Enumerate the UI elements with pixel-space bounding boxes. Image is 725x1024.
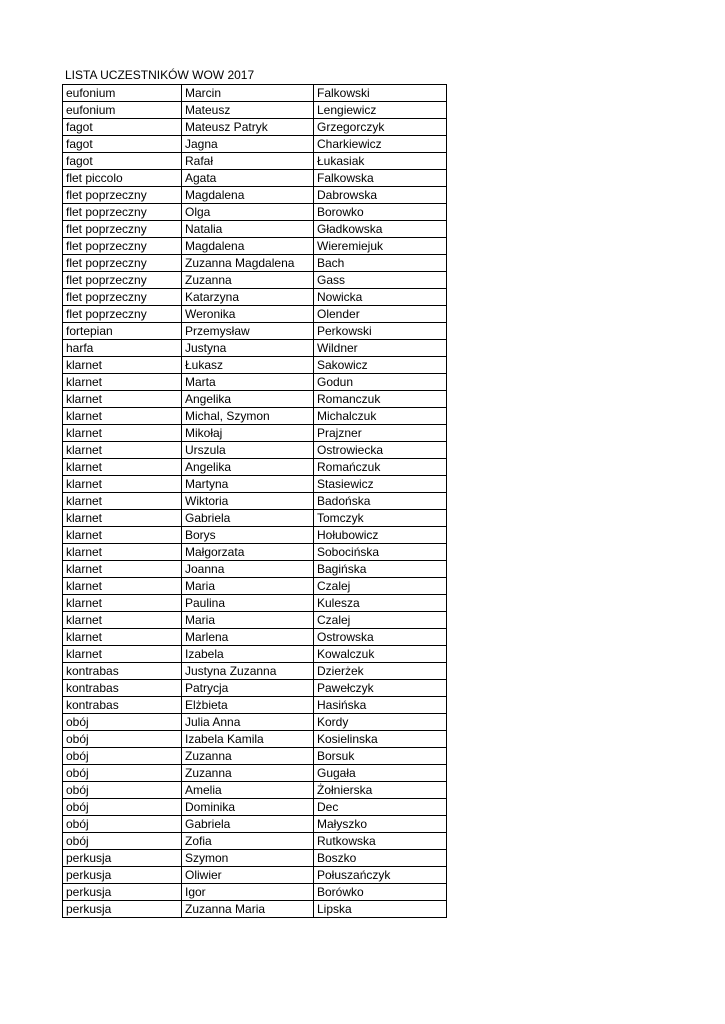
first-name-cell: Borys — [182, 527, 314, 544]
table-row — [63, 544, 447, 561]
instrument-cell: fagot — [63, 153, 182, 170]
table-row — [63, 884, 447, 901]
first-name-cell: Weronika — [182, 306, 314, 323]
instrument-cell: kontrabas — [63, 663, 182, 680]
last-name-cell: Gładkowska — [314, 221, 447, 238]
instrument-cell: obój — [63, 782, 182, 799]
table-row — [63, 629, 447, 646]
instrument-cell: obój — [63, 816, 182, 833]
first-name-cell: Marlena — [182, 629, 314, 646]
first-name-cell: Gabriela — [182, 816, 314, 833]
last-name-cell: Dabrowska — [314, 187, 447, 204]
table-row — [63, 255, 447, 272]
first-name-cell: Zofia — [182, 833, 314, 850]
first-name-cell: Julia Anna — [182, 714, 314, 731]
first-name-cell: Maria — [182, 612, 314, 629]
first-name-cell: Olga — [182, 204, 314, 221]
table-row — [63, 238, 447, 255]
table-row — [63, 187, 447, 204]
table-row — [63, 289, 447, 306]
table-row — [63, 714, 447, 731]
last-name-cell: Kosielinska — [314, 731, 447, 748]
instrument-cell: obój — [63, 748, 182, 765]
last-name-cell: Prajzner — [314, 425, 447, 442]
table-row — [63, 306, 447, 323]
last-name-cell: Wildner — [314, 340, 447, 357]
first-name-cell: Marcin — [182, 85, 314, 102]
first-name-cell: Zuzanna — [182, 748, 314, 765]
table-row — [63, 119, 447, 136]
first-name-cell: Urszula — [182, 442, 314, 459]
last-name-cell: Połuszańczyk — [314, 867, 447, 884]
last-name-cell: Gass — [314, 272, 447, 289]
instrument-cell: klarnet — [63, 493, 182, 510]
first-name-cell: Mateusz Patryk — [182, 119, 314, 136]
instrument-cell: fagot — [63, 119, 182, 136]
last-name-cell: Ostrowska — [314, 629, 447, 646]
instrument-cell: flet poprzeczny — [63, 204, 182, 221]
last-name-cell: Łukasiak — [314, 153, 447, 170]
last-name-cell: Gugała — [314, 765, 447, 782]
first-name-cell: Jagna — [182, 136, 314, 153]
last-name-cell: Falkowska — [314, 170, 447, 187]
last-name-cell: Żołnierska — [314, 782, 447, 799]
instrument-cell: klarnet — [63, 527, 182, 544]
table-row — [63, 697, 447, 714]
table-row — [63, 731, 447, 748]
table-row — [63, 527, 447, 544]
instrument-cell: harfa — [63, 340, 182, 357]
table-row — [63, 442, 447, 459]
last-name-cell: Czalej — [314, 578, 447, 595]
table-row — [63, 782, 447, 799]
last-name-cell: Wieremiejuk — [314, 238, 447, 255]
instrument-cell: klarnet — [63, 510, 182, 527]
last-name-cell: Michalczuk — [314, 408, 447, 425]
instrument-cell: klarnet — [63, 612, 182, 629]
instrument-cell: flet piccolo — [63, 170, 182, 187]
last-name-cell: Kowalczuk — [314, 646, 447, 663]
first-name-cell: Joanna — [182, 561, 314, 578]
last-name-cell: Sobocińska — [314, 544, 447, 561]
last-name-cell: Stasiewicz — [314, 476, 447, 493]
first-name-cell: Magdalena — [182, 238, 314, 255]
last-name-cell: Tomczyk — [314, 510, 447, 527]
first-name-cell: Natalia — [182, 221, 314, 238]
instrument-cell: klarnet — [63, 357, 182, 374]
last-name-cell: Małyszko — [314, 816, 447, 833]
table-row — [63, 85, 447, 102]
last-name-cell: Perkowski — [314, 323, 447, 340]
instrument-cell: klarnet — [63, 442, 182, 459]
first-name-cell: Zuzanna — [182, 765, 314, 782]
instrument-cell: obój — [63, 714, 182, 731]
table-row — [63, 663, 447, 680]
last-name-cell: Borówko — [314, 884, 447, 901]
first-name-cell: Agata — [182, 170, 314, 187]
instrument-cell: fagot — [63, 136, 182, 153]
first-name-cell: Izabela — [182, 646, 314, 663]
instrument-cell: klarnet — [63, 595, 182, 612]
first-name-cell: Izabela Kamila — [182, 731, 314, 748]
instrument-cell: perkusja — [63, 850, 182, 867]
last-name-cell: Kordy — [314, 714, 447, 731]
first-name-cell: Martyna — [182, 476, 314, 493]
instrument-cell: flet poprzeczny — [63, 255, 182, 272]
first-name-cell: Marta — [182, 374, 314, 391]
last-name-cell: Bach — [314, 255, 447, 272]
page-title: LISTA UCZESTNIKÓW WOW 2017 — [65, 68, 255, 82]
instrument-cell: klarnet — [63, 646, 182, 663]
instrument-cell: eufonium — [63, 102, 182, 119]
first-name-cell: Rafał — [182, 153, 314, 170]
table-row — [63, 323, 447, 340]
table-row — [63, 391, 447, 408]
table-row — [63, 816, 447, 833]
table-row — [63, 221, 447, 238]
instrument-cell: klarnet — [63, 544, 182, 561]
first-name-cell: Mikołaj — [182, 425, 314, 442]
instrument-cell: flet poprzeczny — [63, 187, 182, 204]
table-row — [63, 612, 447, 629]
instrument-cell: flet poprzeczny — [63, 238, 182, 255]
last-name-cell: Borowko — [314, 204, 447, 221]
instrument-cell: flet poprzeczny — [63, 221, 182, 238]
first-name-cell: Michal, Szymon — [182, 408, 314, 425]
first-name-cell: Justyna Zuzanna — [182, 663, 314, 680]
table-row — [63, 578, 447, 595]
table-row — [63, 476, 447, 493]
last-name-cell: Romanczuk — [314, 391, 447, 408]
instrument-cell: perkusja — [63, 901, 182, 918]
table-row — [63, 170, 447, 187]
last-name-cell: Nowicka — [314, 289, 447, 306]
table-row — [63, 459, 447, 476]
participants-table — [62, 84, 447, 918]
instrument-cell: obój — [63, 833, 182, 850]
last-name-cell: Borsuk — [314, 748, 447, 765]
instrument-cell: flet poprzeczny — [63, 289, 182, 306]
instrument-cell: klarnet — [63, 459, 182, 476]
first-name-cell: Igor — [182, 884, 314, 901]
first-name-cell: Wiktoria — [182, 493, 314, 510]
first-name-cell: Angelika — [182, 391, 314, 408]
instrument-cell: obój — [63, 731, 182, 748]
first-name-cell: Zuzanna Maria — [182, 901, 314, 918]
table-row — [63, 136, 447, 153]
table-row — [63, 102, 447, 119]
instrument-cell: obój — [63, 765, 182, 782]
instrument-cell: fortepian — [63, 323, 182, 340]
instrument-cell: eufonium — [63, 85, 182, 102]
last-name-cell: Czalej — [314, 612, 447, 629]
table-row — [63, 561, 447, 578]
first-name-cell: Zuzanna — [182, 272, 314, 289]
last-name-cell: Ostrowiecka — [314, 442, 447, 459]
last-name-cell: Rutkowska — [314, 833, 447, 850]
first-name-cell: Paulina — [182, 595, 314, 612]
instrument-cell: klarnet — [63, 408, 182, 425]
table-row — [63, 680, 447, 697]
last-name-cell: Sakowicz — [314, 357, 447, 374]
last-name-cell: Romańczuk — [314, 459, 447, 476]
last-name-cell: Hołubowicz — [314, 527, 447, 544]
last-name-cell: Bagińska — [314, 561, 447, 578]
instrument-cell: obój — [63, 799, 182, 816]
first-name-cell: Mateusz — [182, 102, 314, 119]
last-name-cell: Pawełczyk — [314, 680, 447, 697]
first-name-cell: Justyna — [182, 340, 314, 357]
last-name-cell: Godun — [314, 374, 447, 391]
first-name-cell: Maria — [182, 578, 314, 595]
first-name-cell: Angelika — [182, 459, 314, 476]
table-row — [63, 272, 447, 289]
last-name-cell: Charkiewicz — [314, 136, 447, 153]
instrument-cell: klarnet — [63, 476, 182, 493]
table-row — [63, 748, 447, 765]
table-row — [63, 408, 447, 425]
first-name-cell: Gabriela — [182, 510, 314, 527]
table-row — [63, 493, 447, 510]
first-name-cell: Amelia — [182, 782, 314, 799]
last-name-cell: Hasińska — [314, 697, 447, 714]
table-row — [63, 850, 447, 867]
first-name-cell: Małgorzata — [182, 544, 314, 561]
last-name-cell: Badońska — [314, 493, 447, 510]
last-name-cell: Lengiewicz — [314, 102, 447, 119]
first-name-cell: Magdalena — [182, 187, 314, 204]
instrument-cell: klarnet — [63, 374, 182, 391]
first-name-cell: Katarzyna — [182, 289, 314, 306]
table-row — [63, 799, 447, 816]
table-row — [63, 901, 447, 918]
first-name-cell: Oliwier — [182, 867, 314, 884]
last-name-cell: Kulesza — [314, 595, 447, 612]
table-row — [63, 425, 447, 442]
table-row — [63, 510, 447, 527]
instrument-cell: klarnet — [63, 561, 182, 578]
instrument-cell: perkusja — [63, 867, 182, 884]
instrument-cell: flet poprzeczny — [63, 272, 182, 289]
table-row — [63, 765, 447, 782]
participants-table-body — [63, 85, 447, 918]
first-name-cell: Szymon — [182, 850, 314, 867]
instrument-cell: klarnet — [63, 425, 182, 442]
last-name-cell: Dec — [314, 799, 447, 816]
last-name-cell: Olender — [314, 306, 447, 323]
instrument-cell: perkusja — [63, 884, 182, 901]
last-name-cell: Boszko — [314, 850, 447, 867]
first-name-cell: Dominika — [182, 799, 314, 816]
last-name-cell: Falkowski — [314, 85, 447, 102]
first-name-cell: Patrycja — [182, 680, 314, 697]
table-row — [63, 357, 447, 374]
table-row — [63, 833, 447, 850]
table-row — [63, 153, 447, 170]
instrument-cell: kontrabas — [63, 680, 182, 697]
table-row — [63, 595, 447, 612]
instrument-cell: klarnet — [63, 391, 182, 408]
table-row — [63, 340, 447, 357]
first-name-cell: Zuzanna Magdalena — [182, 255, 314, 272]
instrument-cell: klarnet — [63, 629, 182, 646]
first-name-cell: Elżbieta — [182, 697, 314, 714]
first-name-cell: Łukasz — [182, 357, 314, 374]
table-row — [63, 646, 447, 663]
instrument-cell: klarnet — [63, 578, 182, 595]
first-name-cell: Przemysław — [182, 323, 314, 340]
last-name-cell: Dzierżek — [314, 663, 447, 680]
table-row — [63, 204, 447, 221]
last-name-cell: Lipska — [314, 901, 447, 918]
table-row — [63, 867, 447, 884]
instrument-cell: kontrabas — [63, 697, 182, 714]
instrument-cell: flet poprzeczny — [63, 306, 182, 323]
table-row — [63, 374, 447, 391]
last-name-cell: Grzegorczyk — [314, 119, 447, 136]
